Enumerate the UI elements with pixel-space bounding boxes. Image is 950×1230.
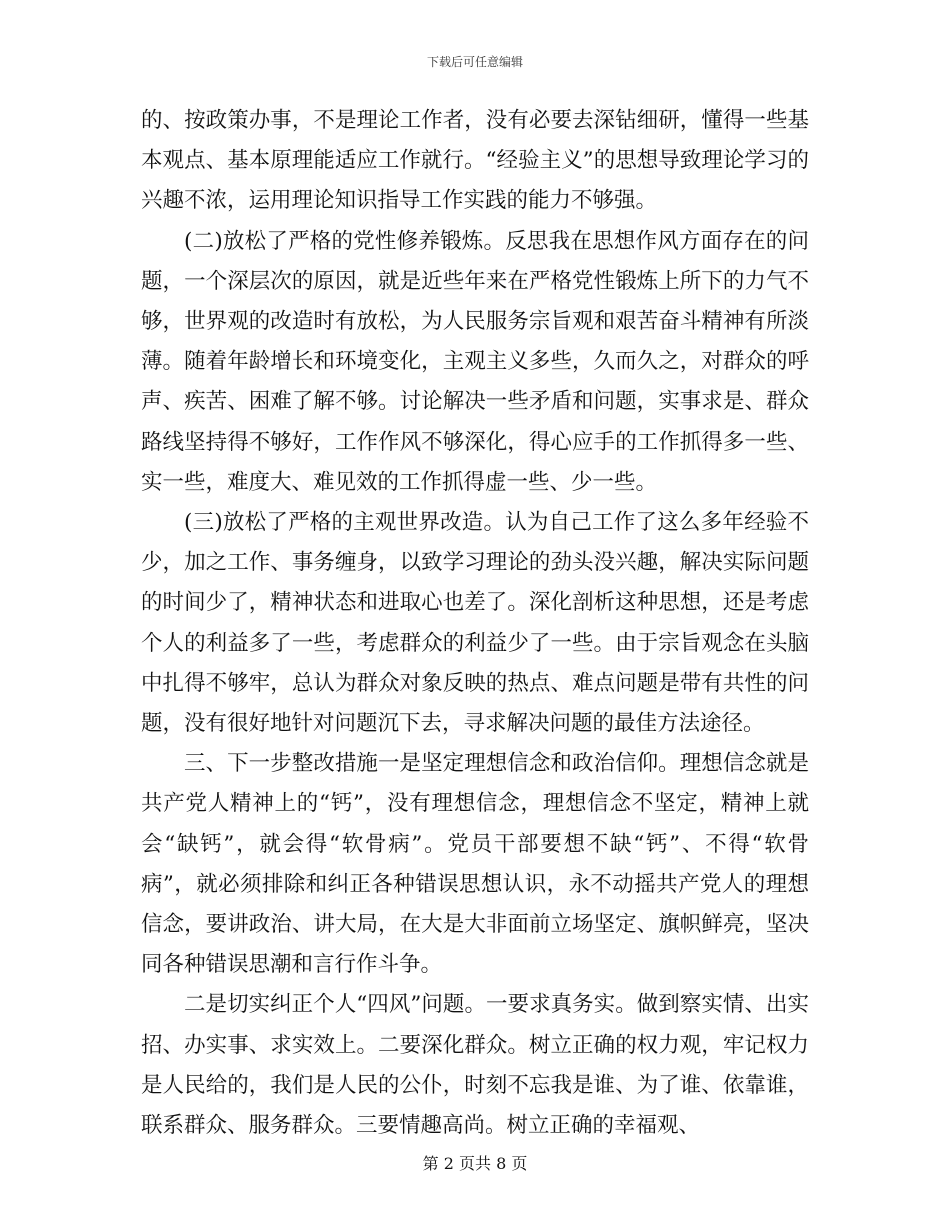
paragraph-4: 三、下一步整改措施一是坚定理想信念和政治信仰。理想信念就是共产党人精神上的“钙”，没有理想信念，理想信念不坚定，精神上就会“缺钙”，就会得“软骨病”。党员干部要想不缺“钙”、不得“软骨病”，就必须排除和纠正各种错误思想认识，永不动摇共产党人的理想信念，要讲政治、讲大局，在大是大非面前立场坚定、旗帜鲜亮，坚决同各种错误思潮和言行作斗争。 — [141, 751, 809, 978]
page-footer-page-number: 第 2 页共 8 页 — [422, 1154, 528, 1173]
paragraph-1: 的、按政策办事，不是理论工作者，没有必要去深钻细研，懂得一些基本观点、基本原理能适应工作就行。“经验主义”的思想导致理论学习的兴趣不浓，运用理论知识指导工作实践的能力不够强。 — [141, 108, 809, 214]
paragraph-5: 二是切实纠正个人“四风”问题。一要求真务实。做到察实情、出实招、办实事、求实效上。二要深化群众。树立正确的权力观，牢记权力是人民给的，我们是人民的公仆，时刻不忘我是谁、为了谁、依靠谁，联系群众、服务群众。三要情趣高尚。树立正确的幸福观、 — [141, 992, 809, 1139]
paragraph-2: (二)放松了严格的党性修养锻炼。反思我在思想作风方面存在的问题，一个深层次的原因，就是近些年来在严格党性锻炼上所下的力气不够，世界观的改造时有放松，为人民服务宗旨观和艰苦奋斗精神有所淡薄。随着年龄增长和环境变化，主观主义多些，久而久之，对群众的呼声、疾苦、困难了解不够。讨论解决一些矛盾和问题，实事求是、群众路线坚持得不够好，工作作风不够深化，得心应手的工作抓得多一些、实一些，难度大、难见效的工作抓得虚一些、少一些。 — [141, 228, 809, 495]
page-header-note: 下载后可任意编辑 — [426, 55, 523, 69]
document-body — [141, 101, 809, 1146]
paragraph-3: (三)放松了严格的主观世界改造。认为自己工作了这么多年经验不少，加之工作、事务缠身，以致学习理论的劲头没兴趣，解决实际问题的时间少了，精神状态和进取心也差了。深化剖析这种思想，还是考虑个人的利益多了一些，考虑群众的利益少了一些。由于宗旨观念在头脑中扎得不够牢，总认为群众对象反映的热点、难点问题是带有共性的问题，没有很好地针对问题沉下去，寻求解决问题的最佳方法途径。 — [141, 510, 809, 737]
